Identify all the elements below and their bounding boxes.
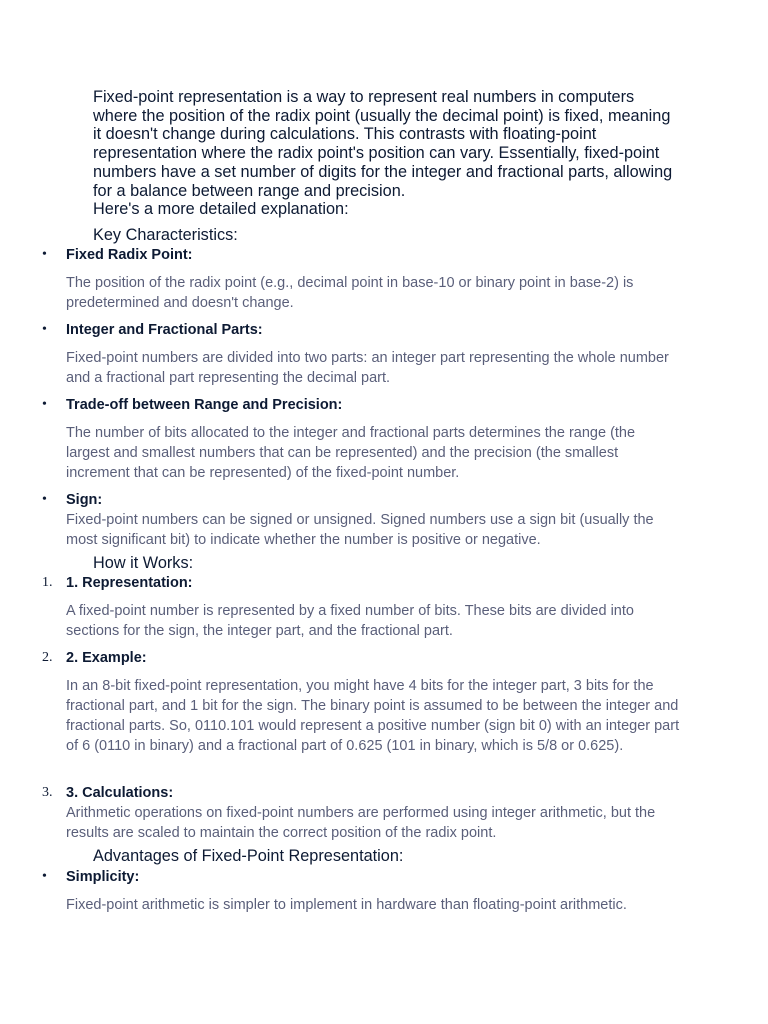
bullet-marker: • [42, 869, 47, 884]
list-item-description: Arithmetic operations on fixed-point numbers are performed using integer arithmetic, but the results are scaled to maintain the correct position of the radix point. [66, 805, 656, 841]
intro-lead: Here's a more detailed explanation: [93, 200, 349, 219]
list-item-fixed-radix-point [42, 245, 681, 313]
list-item-title: 2. Example: [66, 650, 147, 666]
number-marker: 3. [42, 785, 53, 800]
list-item-description: The number of bits allocated to the integer and fractional parts determines the range (the largest and smallest numbers that can be represented) and the precision (the smallest increment that can be represented) of the fixed-point number. [66, 425, 636, 481]
advantages-heading: Advantages of Fixed-Point Representation: [93, 847, 404, 865]
bullet-marker: • [42, 397, 47, 412]
list-item-integer-fractional-parts [42, 320, 681, 388]
bullet-marker: • [42, 492, 47, 507]
list-item-representation [42, 573, 681, 641]
list-item-title: Integer and Fractional Parts: [66, 322, 263, 338]
list-item-calculations [42, 783, 681, 843]
list-item-simplicity [42, 867, 681, 915]
list-item-sign [42, 490, 681, 550]
bullet-marker: • [42, 322, 47, 337]
intro-block [93, 88, 683, 219]
number-marker: 1. [42, 575, 53, 590]
list-item-title: 3. Calculations: [66, 785, 174, 801]
list-item-example [42, 648, 681, 756]
list-item-description: A fixed-point number is represented by a fixed number of bits. These bits are divided into sections for the sign, the integer part, and the fractional part. [66, 603, 634, 639]
list-item-description: Fixed-point numbers are divided into two parts: an integer part representing the whole number and a fractional part representing the decimal part. [66, 350, 669, 386]
list-item-title: Simplicity: [66, 869, 140, 885]
key-characteristics-heading: Key Characteristics: [93, 226, 238, 244]
list-item-description: Fixed-point arithmetic is simpler to implement in hardware than floating-point arithmetic. [66, 897, 627, 913]
list-item-description: The position of the radix point (e.g., decimal point in base-10 or binary point in base-2) is predetermined and doesn't change. [66, 275, 634, 311]
how-it-works-heading: How it Works: [93, 554, 194, 572]
number-marker: 2. [42, 650, 53, 665]
intro-paragraph: Fixed-point representation is a way to represent real numbers in computers where the position of the radix point (usually the decimal point) is fixed, meaning it doesn't change during calculations. This contrasts with floating-point representation where the radix point's position can vary. Essentially, fixed-point numbers have a set number of digits for the integer and fractional parts, allowing for a balance between range and precision. [93, 88, 673, 200]
bullet-marker: • [42, 247, 47, 262]
list-item-title: Sign: [66, 492, 103, 508]
list-item-title: Trade-off between Range and Precision: [66, 397, 343, 413]
list-item-description: Fixed-point numbers can be signed or unsigned. Signed numbers use a sign bit (usually the most significant bit) to indicate whether the number is positive or negative. [66, 512, 654, 548]
list-item-range-precision [42, 395, 681, 483]
list-item-description: In an 8-bit fixed-point representation, you might have 4 bits for the integer part, 3 bits for the fractional part, and 1 bit for the sign. The binary point is assumed to be between the integer and fractional parts. So, 0110.101 would represent a positive number (sign bit 0) with an integer part of 6 (0110 in binary) and a fractional part of 0.625 (101 in binary, which is 5/8 or 0.625). [66, 678, 680, 754]
list-item-title: Fixed Radix Point: [66, 247, 193, 263]
list-item-title: 1. Representation: [66, 575, 193, 591]
